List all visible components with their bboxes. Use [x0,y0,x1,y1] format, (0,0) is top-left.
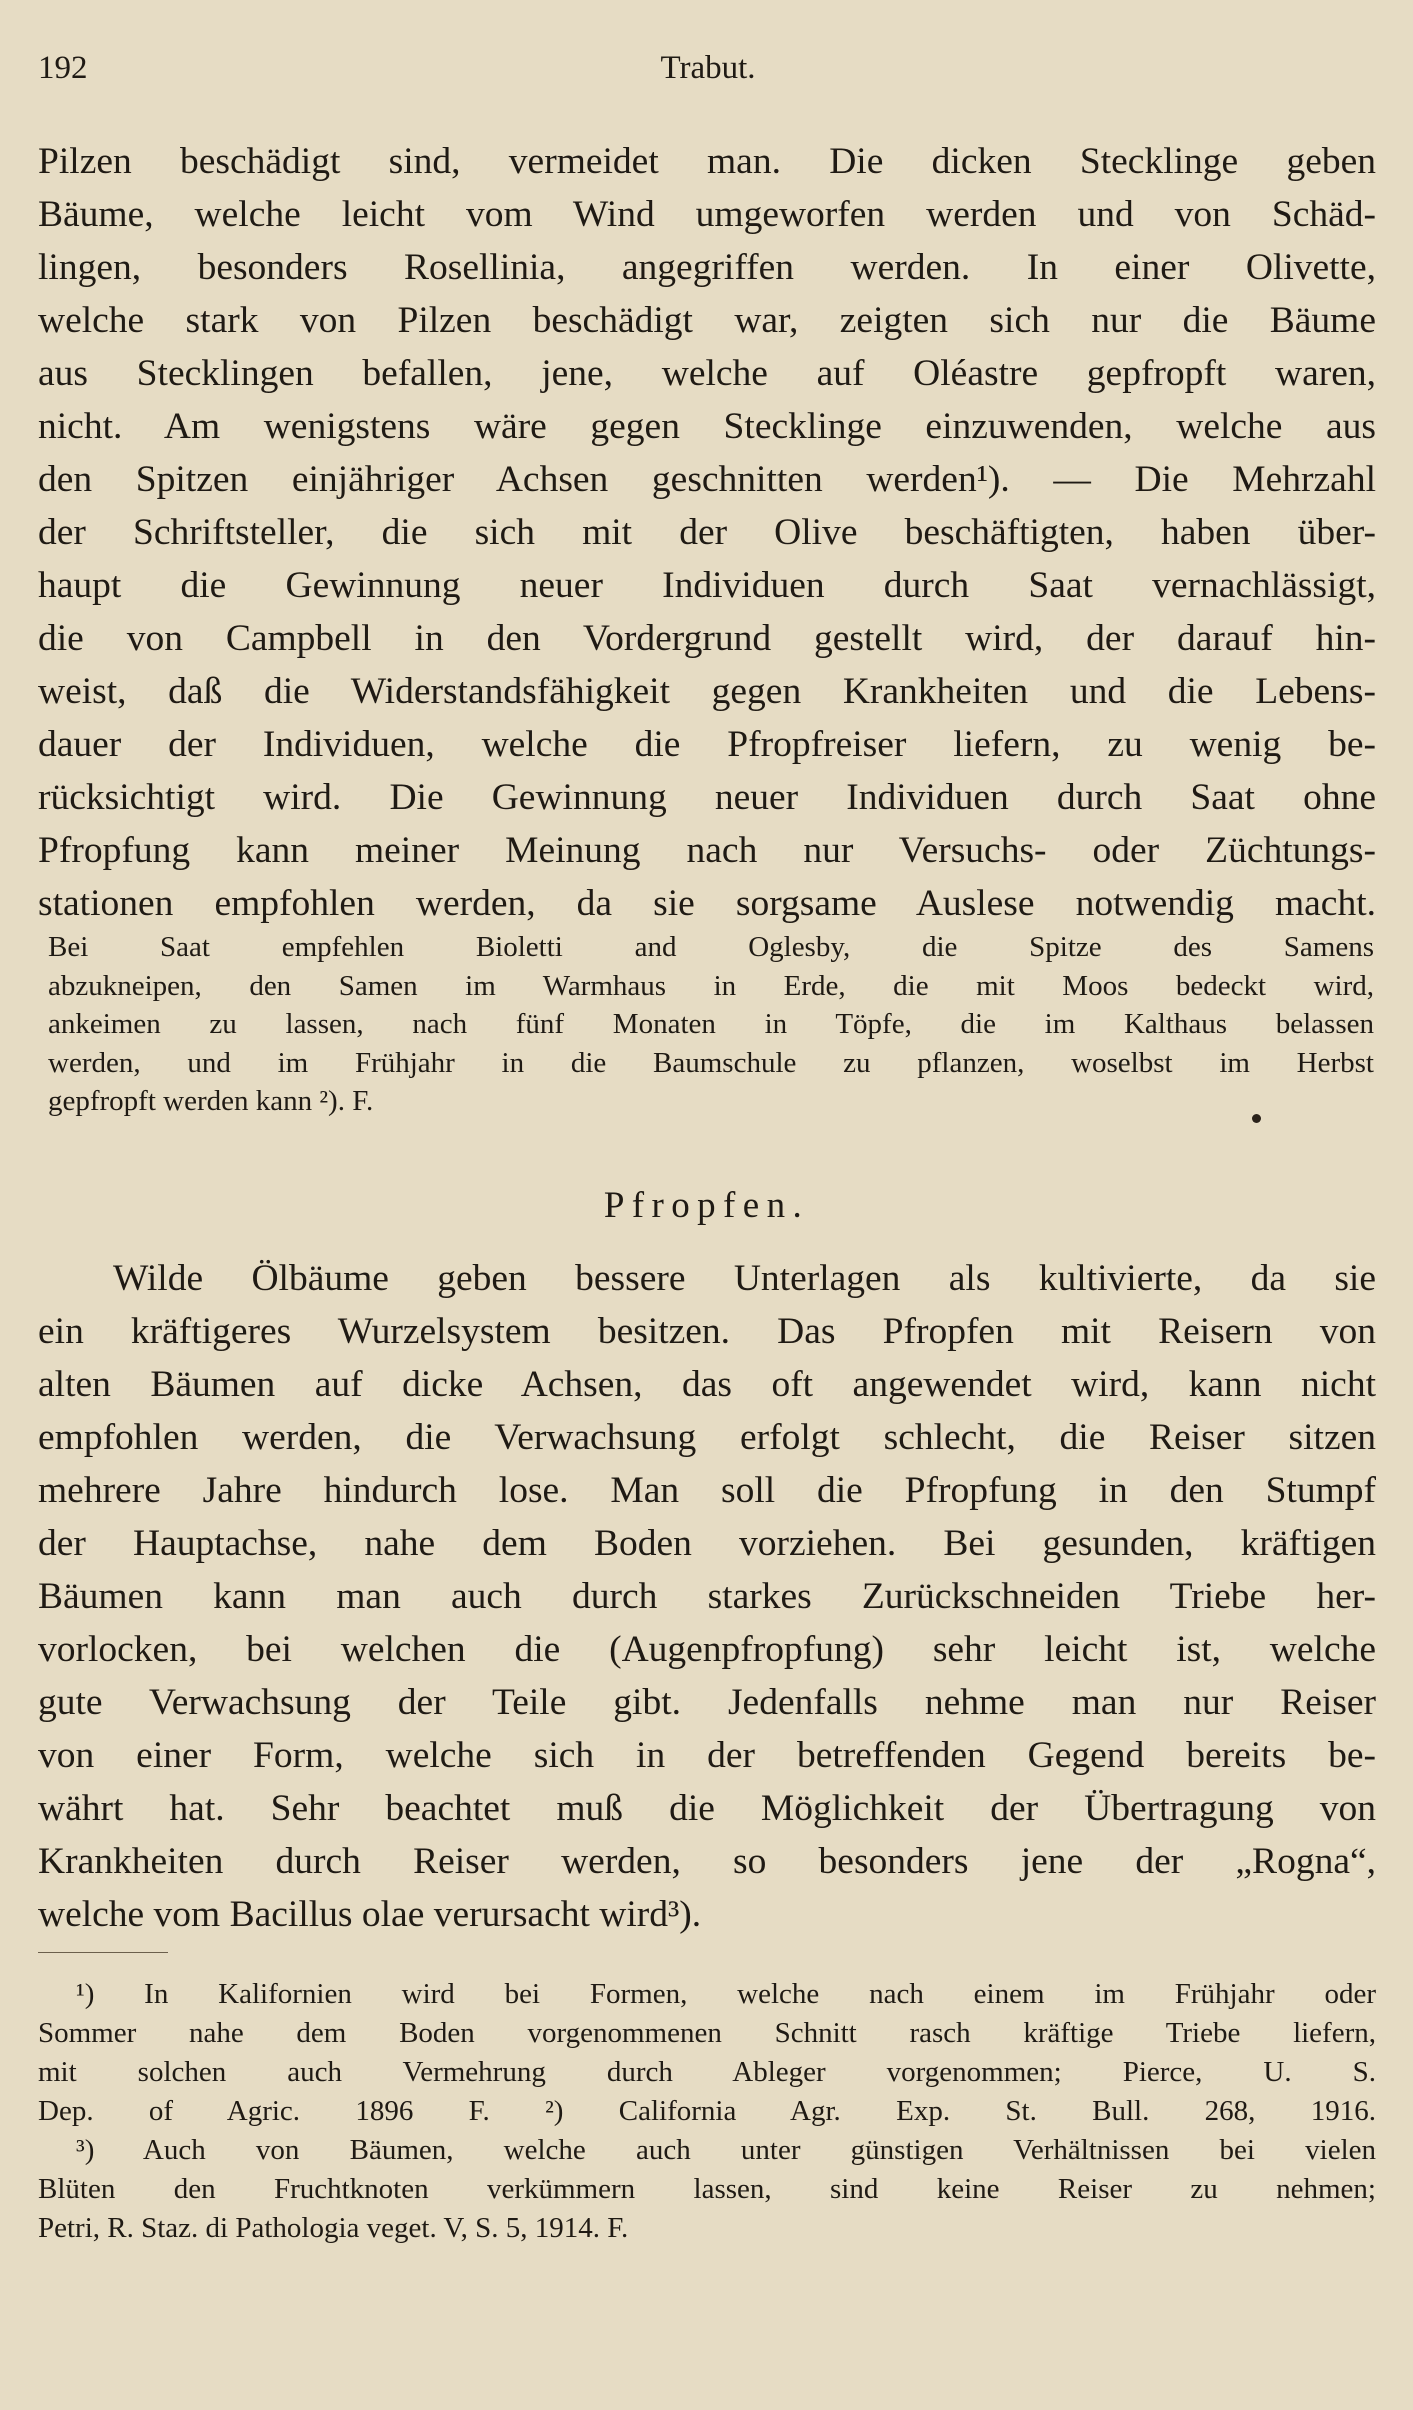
editor-note [48,928,1374,1121]
footnote-line: Blüten den Fruchtknoten verkümmern lassen, sind keine Reiser zu nehmen; [38,2173,1376,2205]
text-line: Bäumen kann man auch durch starkes Zurückschneiden Triebe her- [38,1576,1376,1617]
text-line: ein kräftigeres Wurzelsystem besitzen. Das Pfropfen mit Reisern von [38,1311,1376,1352]
footnotes [38,1975,1376,2248]
text-line: Pilzen beschädigt sind, vermeidet man. Die dicken Stecklinge geben [38,141,1376,182]
footnote-line: Petri, R. Staz. di Pathologia veget. V, S. 5, 1914. F. [38,2212,629,2244]
bullet-mark [1252,1114,1261,1123]
text-line: welche vom Bacillus olae verursacht wird³). [38,1894,702,1935]
text-line: haupt die Gewinnung neuer Individuen durch Saat vernachlässigt, [38,565,1376,606]
footnote-line: ¹) In Kalifornien wird bei Formen, welche nach einem im Frühjahr oder [76,1978,1376,2010]
footnote-line: Sommer nahe dem Boden vorgenommenen Schnitt rasch kräftige Triebe liefern, [38,2017,1376,2049]
text-line: aus Stecklingen befallen, jene, welche auf Oléastre gepfropft waren, [38,353,1376,394]
text-line: welche stark von Pilzen beschädigt war, zeigten sich nur die Bäume [38,300,1376,341]
text-line: die von Campbell in den Vordergrund gestellt wird, der darauf hin- [38,618,1376,659]
text-line: nicht. Am wenigstens wäre gegen Stecklinge einzuwenden, welche aus [38,406,1376,447]
note-line: abzukneipen, den Samen im Warmhaus in Erde, die mit Moos bedeckt wird, [48,969,1374,1002]
text-line: währt hat. Sehr beachtet muß die Möglichkeit der Übertragung von [38,1788,1376,1829]
note-line: ankeimen zu lassen, nach fünf Monaten in Töpfe, die im Kalthaus belassen [48,1008,1374,1040]
text-line: von einer Form, welche sich in der betreffenden Gegend bereits be- [38,1735,1376,1776]
text-line: empfohlen werden, die Verwachsung erfolgt schlecht, die Reiser sitzen [38,1417,1376,1458]
footnote-line: mit solchen auch Vermehrung durch Ableger vorgenommen; Pierce, U. S. [38,2056,1376,2088]
text-line: weist, daß die Widerstandsfähigkeit gegen Krankheiten und die Lebens- [38,671,1376,712]
running-title: Trabut. [660,50,756,86]
text-line: der Hauptachse, nahe dem Boden vorziehen. Bei gesunden, kräftigen [38,1523,1376,1564]
note-line: werden, und im Frühjahr in die Baumschule zu pflanzen, woselbst im Herbst [48,1046,1374,1079]
text-line: lingen, besonders Rosellinia, angegriffen werden. In einer Olivette, [38,247,1376,288]
text-line: Wilde Ölbäume geben bessere Unterlagen als kultivierte, da sie [113,1258,1376,1299]
page-number: 192 [38,50,88,86]
text-line: den Spitzen einjähriger Achsen geschnitten werden¹). — Die Mehrzahl [38,459,1376,500]
text-line: dauer der Individuen, welche die Pfropfreiser liefern, zu wenig be- [38,724,1376,765]
text-line: alten Bäumen auf dicke Achsen, das oft angewendet wird, kann nicht [38,1364,1376,1405]
paragraph-grafting [38,1252,1376,1941]
section-heading: Pfropfen. [603,1185,810,1226]
page-header [38,50,1378,100]
text-line: rücksichtigt wird. Die Gewinnung neuer Individuen durch Saat ohne [38,777,1376,818]
text-line: stationen empfohlen werden, da sie sorgsame Auslese notwendig macht. [38,883,1376,924]
text-line: mehrere Jahre hindurch lose. Man soll die Pfropfung in den Stumpf [38,1470,1376,1511]
text-line: vorlocken, bei welchen die (Augenpfropfung) sehr leicht ist, welche [38,1629,1376,1670]
text-line: Pfropfung kann meiner Meinung nach nur Versuchs- oder Züchtungs- [38,830,1376,871]
paragraph-seed-propagation [38,135,1376,930]
footnote-line: ³) Auch von Bäumen, welche auch unter günstigen Verhältnissen bei vielen [76,2134,1376,2166]
footnote-line: Dep. of Agric. 1896 F. ²) California Agr. Exp. St. Bull. 268, 1916. [38,2095,1376,2127]
note-line: gepfropft werden kann ²). F. [48,1085,374,1117]
text-line: gute Verwachsung der Teile gibt. Jedenfalls nehme man nur Reiser [38,1682,1376,1723]
text-line: Bäume, welche leicht vom Wind umgeworfen werden und von Schäd- [38,194,1376,235]
footnote-divider [38,1952,168,1953]
note-line: Bei Saat empfehlen Bioletti and Oglesby, die Spitze des Samens [48,931,1374,963]
text-line: Krankheiten durch Reiser werden, so besonders jene der „Rogna“, [38,1841,1376,1882]
text-line: der Schriftsteller, die sich mit der Olive beschäftigten, haben über- [38,512,1376,553]
